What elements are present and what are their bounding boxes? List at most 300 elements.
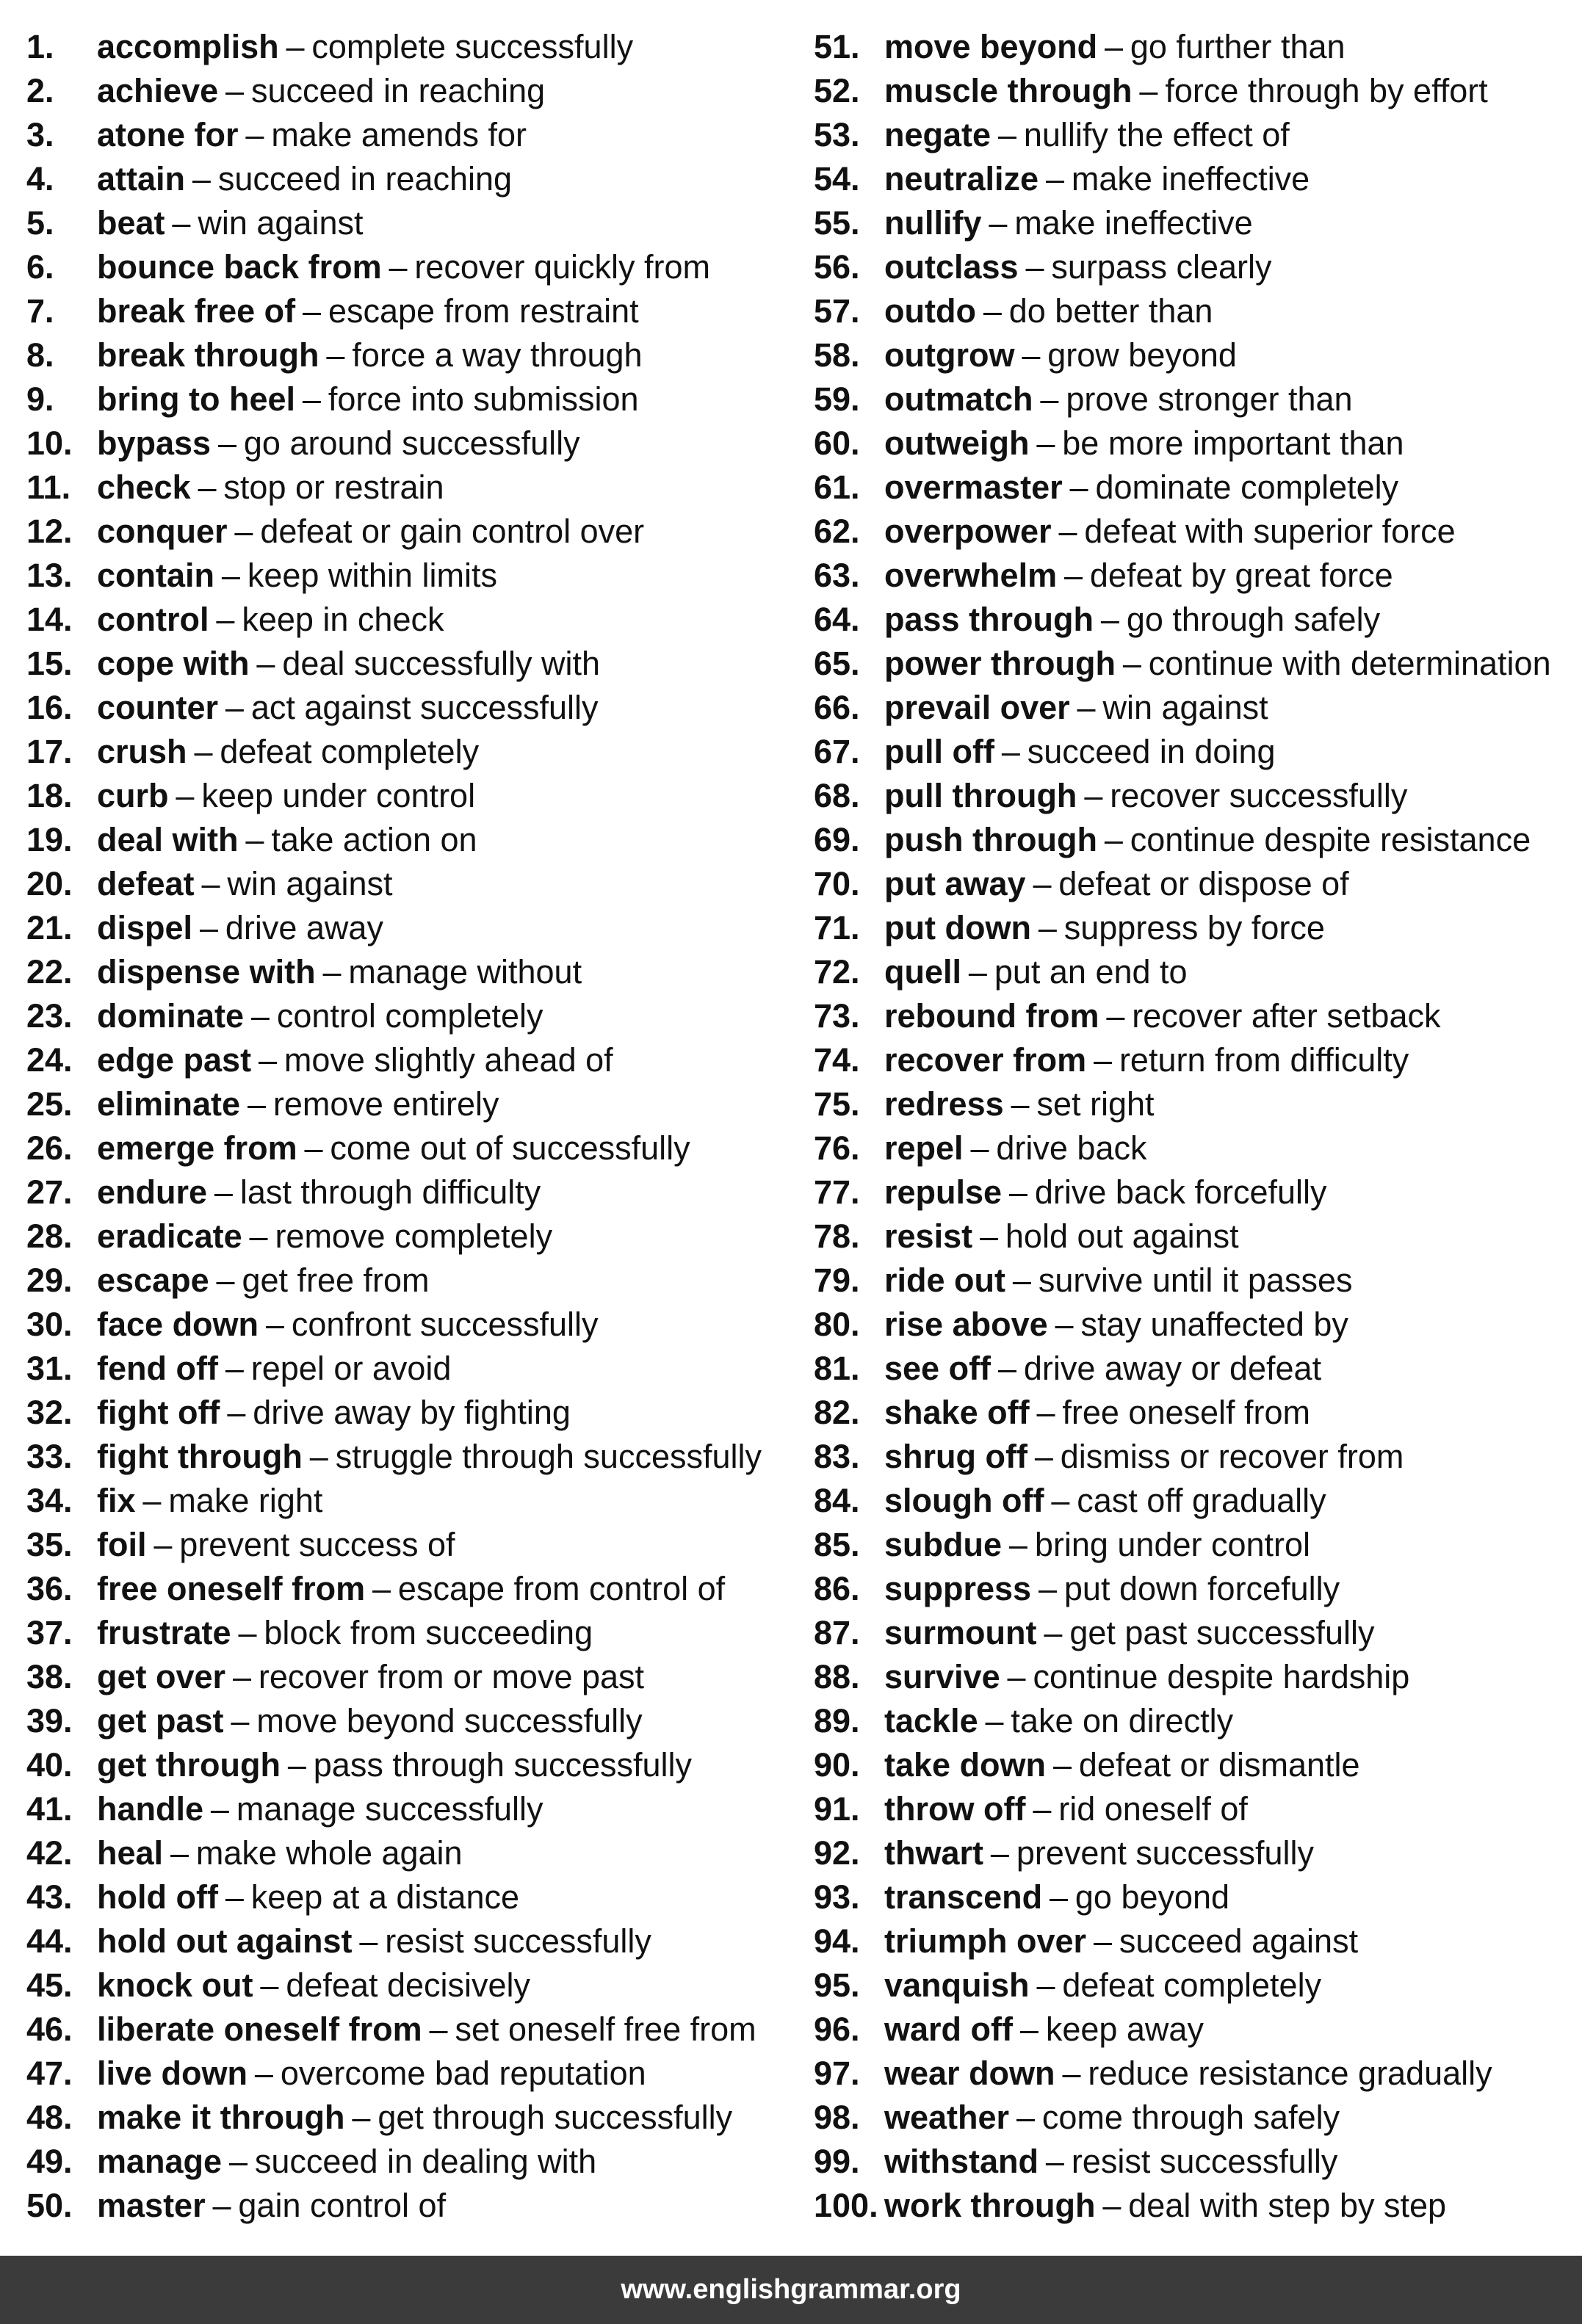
item-number: 72. [814,953,860,991]
item-number: 23. [26,997,73,1035]
list-item [26,642,762,686]
list-item [814,1611,1551,1655]
item-separator: – [1139,72,1158,109]
item-definition: control completely [276,997,543,1035]
list-item [26,686,762,730]
item-definition: take on directly [1011,1702,1234,1740]
list-item [814,2008,1551,2052]
item-separator: – [389,248,408,286]
item-definition: get free from [242,1261,430,1299]
list-item [814,818,1551,862]
list-item [814,1038,1551,1082]
item-number: 14. [26,601,73,638]
item-separator: – [429,2010,448,2048]
item-word: rise above [884,1306,1048,1343]
list-item [26,906,762,950]
item-definition: defeat with superior force [1084,513,1456,550]
item-number: 31. [26,1350,73,1387]
item-word: tackle [884,1702,978,1740]
item-definition: rid oneself of [1058,1790,1248,1828]
item-word: pull off [884,733,994,770]
item-definition: win against [198,204,364,242]
list-item [814,554,1551,598]
item-number: 73. [814,997,860,1035]
item-definition: stop or restrain [223,468,444,506]
item-number: 64. [814,601,860,638]
item-number: 34. [26,1482,73,1519]
item-word: fend off [97,1350,218,1387]
list-item [814,1435,1551,1479]
list-item [814,1082,1551,1126]
item-separator: – [1036,424,1055,462]
item-number: 24. [26,1041,73,1079]
item-separator: – [1104,821,1123,858]
list-item [26,1875,762,1919]
item-number: 51. [814,28,860,65]
item-definition: drive back forcefully [1034,1173,1327,1211]
item-definition: keep at a distance [250,1878,520,1916]
list-item [26,1215,762,1259]
item-word: survive [884,1658,1000,1695]
item-definition: free oneself from [1062,1394,1311,1431]
item-separator: – [287,1746,306,1784]
item-word: dispel [97,909,193,946]
item-definition: go further than [1130,28,1346,65]
item-definition: continue despite resistance [1130,821,1531,858]
item-separator: – [1084,777,1103,814]
item-separator: – [1069,468,1088,506]
item-definition: resist successfully [1071,2143,1338,2180]
item-word: curb [97,777,169,814]
item-number: 68. [814,777,860,814]
item-separator: – [985,1702,1004,1740]
item-word: repulse [884,1173,1003,1211]
item-definition: move beyond successfully [256,1702,643,1740]
item-word: repel [884,1129,964,1167]
item-number: 3. [26,116,54,153]
item-definition: put an end to [994,953,1188,991]
item-word: knock out [97,1966,253,2004]
item-definition: defeat completely [1062,1966,1322,2004]
item-number: 100. [814,2187,878,2224]
item-number: 39. [26,1702,73,1740]
list-item [814,1170,1551,1215]
list-item [26,1259,762,1303]
item-definition: nullify the effect of [1023,116,1290,153]
item-definition: recover quickly from [414,248,710,286]
item-number: 8. [26,336,54,374]
item-separator: – [1102,2187,1122,2224]
item-definition: repel or avoid [250,1350,452,1387]
list-item [814,1303,1551,1347]
list-item [814,1875,1551,1919]
item-separator: – [1038,909,1057,946]
list-item [26,1611,762,1655]
item-number: 16. [26,689,73,726]
item-separator: – [1040,380,1059,418]
list-item [814,1391,1551,1435]
list-item [814,686,1551,730]
item-number: 91. [814,1790,860,1828]
item-number: 42. [26,1834,73,1872]
item-word: achieve [97,72,219,109]
item-word: subdue [884,1526,1003,1563]
item-word: muscle through [884,72,1133,109]
item-definition: come through safely [1041,2099,1340,2136]
item-number: 92. [814,1834,860,1872]
item-separator: – [227,1394,246,1431]
item-separator: – [1122,645,1141,682]
item-number: 38. [26,1658,73,1695]
item-number: 57. [814,292,860,330]
list-item [814,1523,1551,1567]
item-number: 66. [814,689,860,726]
list-item [26,2184,762,2228]
item-word: hold out against [97,1922,353,1960]
item-separator: – [1100,601,1119,638]
item-separator: – [997,1350,1016,1387]
item-word: dispense with [97,953,316,991]
item-definition: recover from or move past [258,1658,645,1695]
list-item [26,510,762,554]
item-number: 63. [814,557,860,594]
item-definition: struggle through successfully [335,1438,762,1475]
item-definition: get past successfully [1069,1614,1375,1651]
item-word: dominate [97,997,245,1035]
item-number: 25. [26,1085,73,1123]
item-number: 98. [814,2099,860,2136]
item-word: see off [884,1350,992,1387]
item-separator: – [194,733,213,770]
item-number: 80. [814,1306,860,1343]
list-item [814,69,1551,113]
item-word: deal with [97,821,239,858]
item-separator: – [258,1041,277,1079]
item-separator: – [990,1834,1009,1872]
item-definition: continue with determination [1148,645,1551,682]
item-number: 79. [814,1261,860,1299]
list-item [814,510,1551,554]
list-item [814,1347,1551,1391]
item-word: hold off [97,1878,218,1916]
item-definition: succeed in dealing with [254,2143,597,2180]
list-item [26,201,762,245]
item-definition: go around successfully [243,424,580,462]
list-item [26,69,762,113]
item-separator: – [1007,1658,1026,1695]
item-separator: – [1049,1878,1068,1916]
item-word: make it through [97,2099,345,2136]
item-word: attain [97,160,186,198]
list-item [26,730,762,774]
item-definition: defeat or dispose of [1058,865,1349,902]
item-separator: – [979,1217,999,1255]
item-definition: go through safely [1126,601,1381,638]
item-word: bypass [97,424,212,462]
item-number: 41. [26,1790,73,1828]
item-word: surmount [884,1614,1037,1651]
item-number: 30. [26,1306,73,1343]
item-word: manage [97,2143,223,2180]
item-separator: – [1036,1394,1055,1431]
item-word: break free of [97,292,296,330]
item-number: 54. [814,160,860,198]
item-separator: – [1022,336,1041,374]
item-number: 9. [26,380,54,418]
list-item [26,1699,762,1743]
list-item [814,1479,1551,1523]
item-separator: – [1077,689,1096,726]
item-separator: – [228,2143,248,2180]
item-word: outgrow [884,336,1015,374]
item-word: ride out [884,1261,1005,1299]
item-number: 33. [26,1438,73,1475]
item-number: 20. [26,865,73,902]
item-word: free oneself from [97,1570,366,1607]
item-separator: – [309,1438,328,1475]
list-item [814,1787,1551,1831]
item-word: ward off [884,2010,1013,2048]
item-word: accomplish [97,28,279,65]
item-number: 2. [26,72,54,109]
item-separator: – [170,1834,189,1872]
item-word: escape [97,1261,209,1299]
item-word: foil [97,1526,147,1563]
item-word: take down [884,1746,1047,1784]
item-separator: – [970,1129,989,1167]
item-definition: defeat decisively [286,1966,531,2004]
item-separator: – [198,468,217,506]
item-definition: force a way through [352,336,643,374]
list-item [26,1567,762,1611]
item-definition: drive away or defeat [1023,1350,1322,1387]
item-number: 35. [26,1526,73,1563]
item-separator: – [216,1261,235,1299]
list-item [814,2096,1551,2140]
item-separator: – [192,160,211,198]
list-item [26,1170,762,1215]
item-separator: – [1055,1306,1074,1343]
footer-url[interactable]: www.englishgrammar.org [621,2274,961,2305]
item-number: 18. [26,777,73,814]
item-number: 28. [26,1217,73,1255]
item-number: 50. [26,2187,73,2224]
item-number: 7. [26,292,54,330]
item-word: get past [97,1702,224,1740]
list-item [26,466,762,510]
item-number: 22. [26,953,73,991]
item-word: eliminate [97,1085,241,1123]
list-item [26,2140,762,2184]
item-separator: – [1033,1790,1052,1828]
item-separator: – [221,557,240,594]
item-word: move beyond [884,28,1098,65]
item-number: 78. [814,1217,860,1255]
item-number: 62. [814,513,860,550]
item-number: 40. [26,1746,73,1784]
list-item [814,377,1551,421]
item-word: withstand [884,2143,1039,2180]
item-definition: prevent success of [179,1526,455,1563]
item-separator: – [247,1085,266,1123]
list-item [814,289,1551,333]
item-definition: dominate completely [1095,468,1399,506]
item-definition: succeed in reaching [250,72,546,109]
item-separator: – [176,777,195,814]
item-separator: – [302,380,321,418]
item-word: power through [884,645,1116,682]
item-separator: – [1094,1041,1113,1079]
item-number: 32. [26,1394,73,1431]
item-word: nullify [884,204,982,242]
item-separator: – [1012,1261,1031,1299]
list-item [814,2184,1551,2228]
item-separator: – [231,1702,250,1740]
item-separator: – [352,2099,371,2136]
list-item [26,950,762,994]
item-separator: – [1034,1438,1053,1475]
item-number: 26. [26,1129,73,1167]
list-item [814,1831,1551,1875]
item-separator: – [256,645,275,682]
item-definition: keep away [1045,2010,1204,2048]
item-number: 76. [814,1129,860,1167]
list-item [26,818,762,862]
item-separator: – [286,28,305,65]
item-definition: continue despite hardship [1033,1658,1410,1695]
item-definition: suppress by force [1063,909,1325,946]
item-word: rebound from [884,997,1099,1035]
item-definition: reduce resistance gradually [1088,2055,1492,2092]
item-definition: resist successfully [385,1922,651,1960]
item-word: pass through [884,601,1094,638]
item-word: transcend [884,1878,1043,1916]
item-word: check [97,468,191,506]
item-number: 52. [814,72,860,109]
list-item [814,333,1551,377]
item-number: 84. [814,1482,860,1519]
item-word: neutralize [884,160,1039,198]
item-definition: succeed against [1119,1922,1359,1960]
item-number: 86. [814,1570,860,1607]
item-separator: – [1011,1085,1030,1123]
list-item [26,1391,762,1435]
list-item [26,1831,762,1875]
item-separator: – [1025,248,1044,286]
list-item [814,774,1551,818]
item-separator: – [232,1658,251,1695]
item-word: thwart [884,1834,983,1872]
list-item [26,774,762,818]
item-definition: bring under control [1034,1526,1311,1563]
item-number: 70. [814,865,860,902]
item-definition: recover after setback [1132,997,1441,1035]
item-number: 48. [26,2099,73,2136]
item-separator: – [216,601,235,638]
item-word: crush [97,733,187,770]
list-item [814,2140,1551,2184]
item-definition: keep under control [201,777,476,814]
item-separator: – [214,1173,233,1211]
item-number: 75. [814,1085,860,1123]
item-number: 1. [26,28,54,65]
item-definition: hold out against [1005,1217,1239,1255]
list-item [814,1963,1551,2008]
item-separator: – [1038,1570,1058,1607]
item-definition: make ineffective [1014,204,1253,242]
item-word: get through [97,1746,281,1784]
item-number: 10. [26,424,73,462]
item-definition: defeat by great force [1089,557,1393,594]
item-definition: defeat or gain control over [260,513,645,550]
list-item [26,421,762,466]
item-word: face down [97,1306,259,1343]
item-number: 13. [26,557,73,594]
item-definition: force through by effort [1165,72,1488,109]
list-item [814,157,1551,201]
item-separator: – [245,821,264,858]
item-word: shrug off [884,1438,1027,1475]
item-definition: come out of successfully [330,1129,690,1167]
item-word: frustrate [97,1614,231,1651]
item-word: live down [97,2055,248,2092]
item-number: 29. [26,1261,73,1299]
item-number: 47. [26,2055,73,2092]
item-number: 6. [26,248,54,286]
list-item [814,1215,1551,1259]
item-word: conquer [97,513,228,550]
item-word: overmaster [884,468,1063,506]
item-separator: – [260,1966,279,2004]
item-word: prevail over [884,689,1070,726]
item-number: 99. [814,2143,860,2180]
item-word: throw off [884,1790,1026,1828]
item-number: 87. [814,1614,860,1651]
list-item [814,1919,1551,1963]
list-item [814,113,1551,157]
list-item [814,1743,1551,1787]
item-separator: – [142,1482,162,1519]
item-word: atone for [97,116,239,153]
item-word: push through [884,821,1097,858]
item-definition: complete successfully [311,28,634,65]
item-word: put away [884,865,1026,902]
list-item [814,1655,1551,1699]
item-definition: defeat completely [220,733,480,770]
item-separator: – [1104,28,1123,65]
item-word: liberate oneself from [97,2010,422,2048]
item-definition: dismiss or recover from [1060,1438,1404,1475]
item-definition: last through difficulty [239,1173,541,1211]
item-definition: win against [1102,689,1268,726]
item-word: fight through [97,1438,303,1475]
list-item [26,1038,762,1082]
item-separator: – [303,292,322,330]
item-definition: put down forcefully [1063,1570,1340,1607]
item-number: 44. [26,1922,73,1960]
item-definition: deal successfully with [282,645,601,682]
item-number: 77. [814,1173,860,1211]
item-definition: get through successfully [378,2099,733,2136]
item-word: recover from [884,1041,1087,1079]
list-item [26,377,762,421]
item-word: work through [884,2187,1096,2224]
item-separator: – [1045,2143,1064,2180]
item-number: 95. [814,1966,860,2004]
item-definition: remove entirely [272,1085,499,1123]
list-item [814,466,1551,510]
item-number: 49. [26,2143,73,2180]
